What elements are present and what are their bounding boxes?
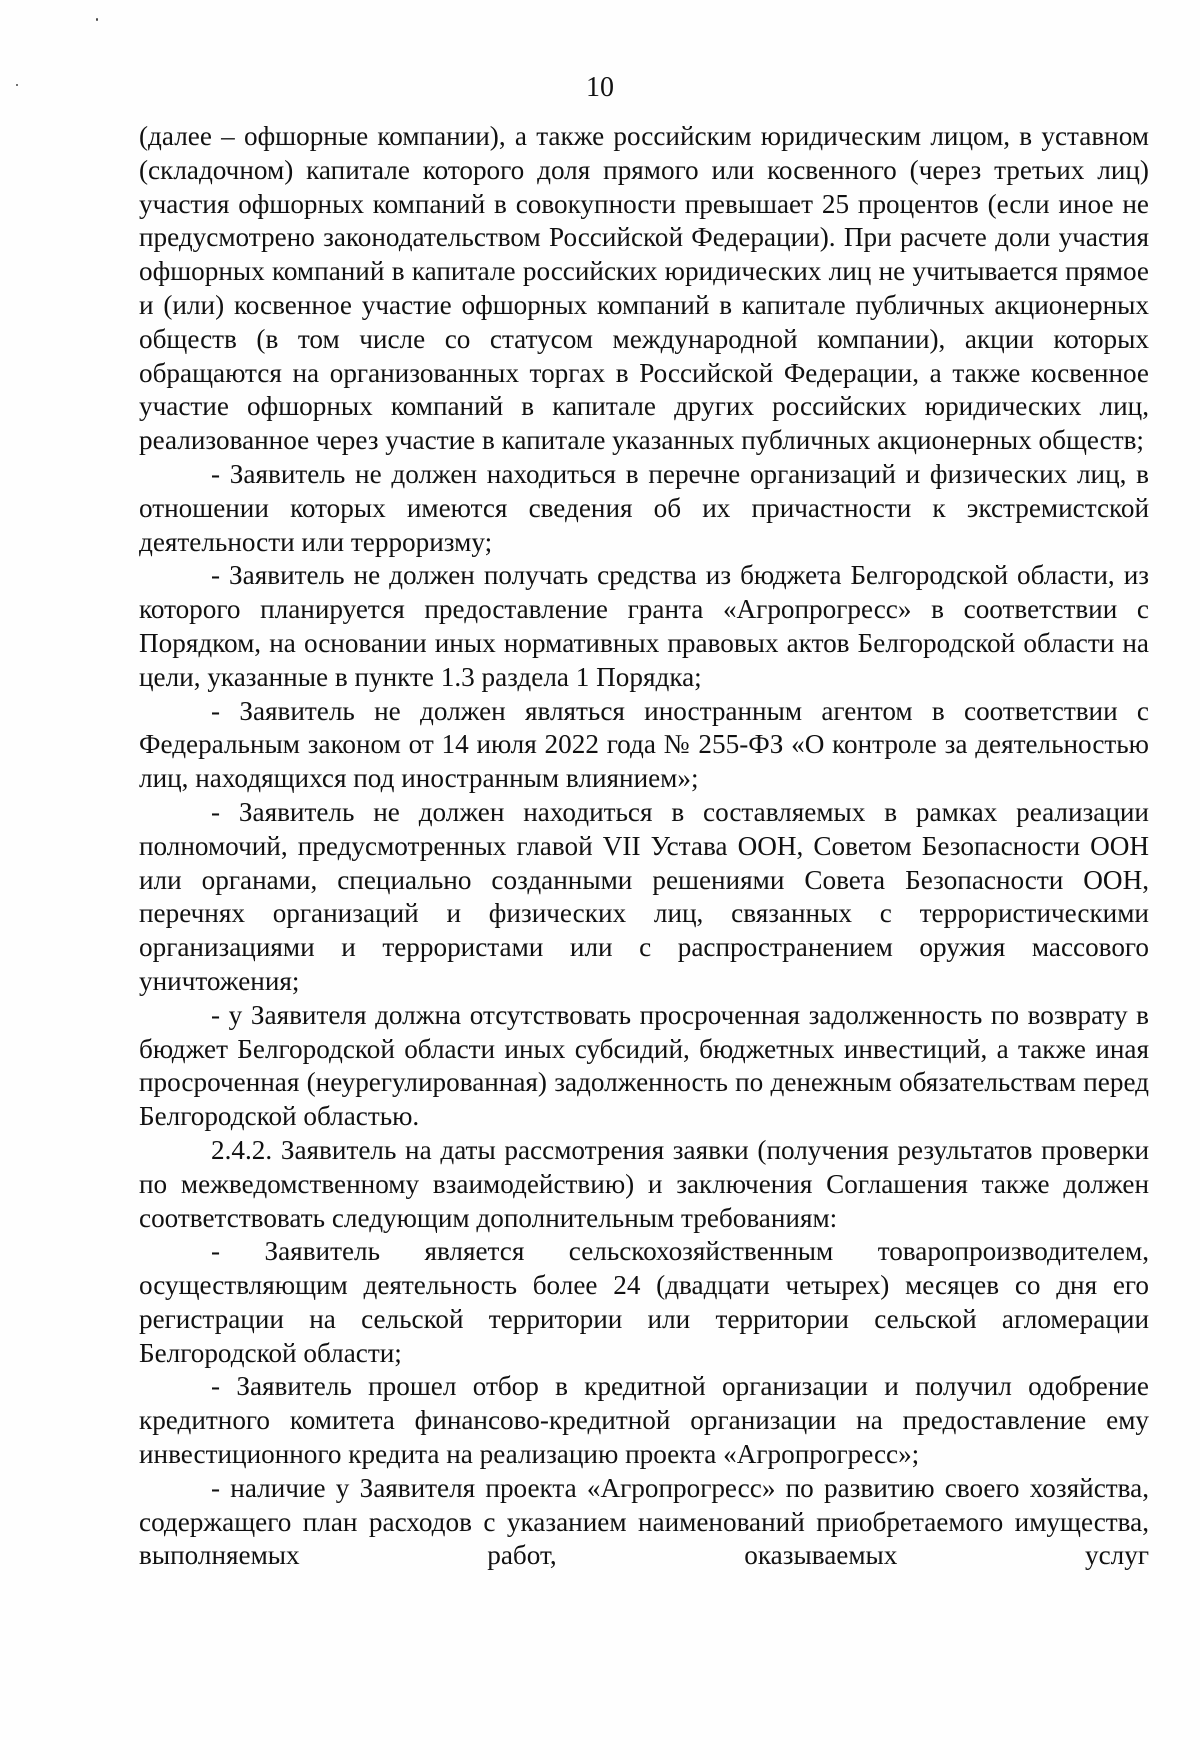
paragraph-project-plan: - наличие у Заявителя проекта «Агропрогресс» по развитию своего хозяйства, содержащего план расходов с указанием наименований приобретаемого имущества, выполняемых работ, оказываемых услуг	[139, 1472, 1149, 1571]
paragraph-section-2-4-2: 2.4.2. Заявитель на даты рассмотрения заявки (получения результатов проверки по межведомственному взаимодействию) и заключения Соглашения также должен соответствовать следующим дополнительным требованиям:	[139, 1134, 1149, 1233]
paragraph-credit-approval: - Заявитель прошел отбор в кредитной организации и получил одобрение кредитного комитета финансово-кредитной организации на предоставление ему инвестиционного кредита на реализацию проекта «Агропрогресс»;	[139, 1371, 1149, 1470]
paragraph-overdue-debt: - у Заявителя должна отсутствовать просроченная задолженность по возврату в бюджет Белгородской области иных субсидий, бюджетных инвестиций, а также иная просроченная (неурегулированная) задолженность по денежным обязательствам перед Белгородской областью.	[139, 999, 1149, 1132]
scan-speck	[96, 18, 98, 21]
paragraph-agricultural-producer: - Заявитель является сельскохозяйственным товаропроизводителем, осуществляющим деятельность более 24 (двадцати четырех) месяцев со дня его регистрации на сельской территории или территории сельской агломерации Белгородской области;	[139, 1236, 1149, 1368]
page-number: 10	[586, 72, 614, 103]
paragraph-un-lists: - Заявитель не должен находиться в составляемых в рамках реализации полномочий, предусмотренных главой VII Устава ООН, Советом Безопасности ООН или органами, специально созданными решениями Совета Безопасности ООН, перечнях организаций и физических лиц, связанных с террористическими организациями и террористами или с распространением оружия массового уничтожения;	[139, 796, 1149, 996]
paragraph-extremism-list: - Заявитель не должен находиться в перечне организаций и физических лиц, в отношении которых имеются сведения об их причастности к экстремистской деятельности или терроризму;	[139, 458, 1149, 557]
document-body	[139, 120, 1149, 1573]
paragraph-budget-funds: - Заявитель не должен получать средства из бюджета Белгородской области, из которого планируется предоставление гранта «Агропрогресс» в соответствии с Порядком, на основании иных нормативных правовых актов Белгородской области на цели, указанные в пункте 1.3 раздела 1 Порядка;	[139, 560, 1149, 692]
paragraph-foreign-agent: - Заявитель не должен являться иностранным агентом в соответствии с Федеральным законом от 14 июля 2022 года № 255-ФЗ «О контроле за деятельностью лиц, находящихся под иностранным влиянием»;	[139, 695, 1149, 794]
paragraph-offshore-continuation: (далее – офшорные компании), а также российским юридическим лицом, в уставном (складочном) капитале которого доля прямого или косвенного (через третьих лиц) участия офшорных компаний в совокупности превышает 25 процентов (если иное не предусмотрено законодательством Российской Федерации). При расчете доли участия офшорных компаний в капитале российских юридических лиц не учитывается прямое и (или) косвенное участие офшорных компаний в капитале публичных акционерных обществ (в том числе со статусом международной компании), акции которых обращаются на организованных торгах в Российской Федерации, а также косвенное участие офшорных компаний в капитале других российских юридических лиц, реализованное через участие в капитале указанных публичных акционерных обществ;	[139, 121, 1149, 456]
